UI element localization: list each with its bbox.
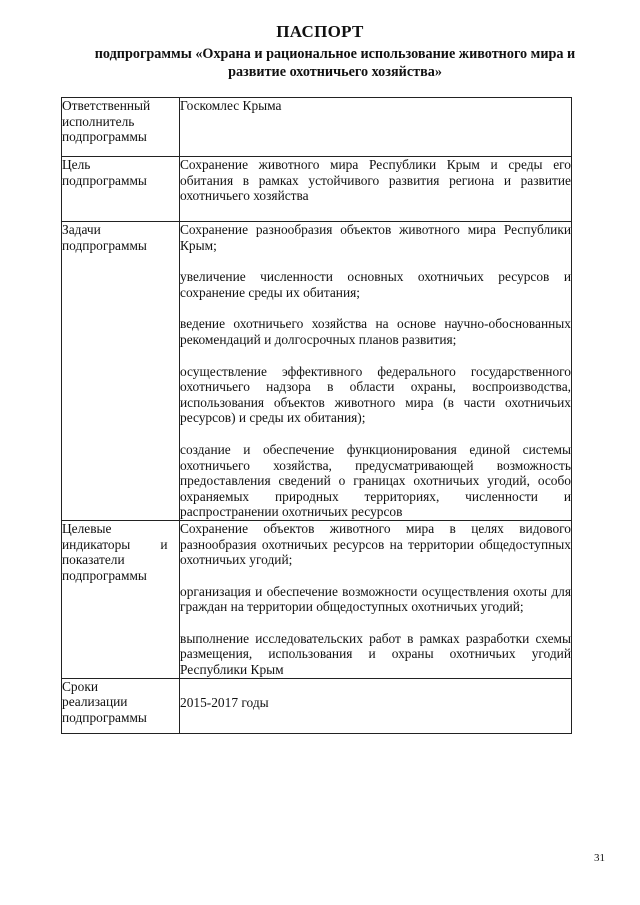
content-paragraph: Сохранение животного мира Республики Крым и среды его обитания в рамках устойчивого развития региона и развитие охотничьего хозяйства: [180, 157, 571, 204]
content-paragraph: 2015-2017 годы: [180, 694, 269, 710]
label-line: подпрограммы: [62, 129, 147, 145]
passport-table: [61, 97, 572, 734]
label-line: реализации: [62, 694, 128, 710]
row-content: [180, 520, 572, 678]
content-paragraph: осуществление эффективного федерального государственного охотничьего надзора в области охраны, воспроизводства, использования объектов животного мира (в части охотничьих ресурсов) и среды их обитания);: [180, 363, 571, 426]
label-line: Целевые: [62, 520, 112, 536]
content-paragraph: ведение охотничьего хозяйства на основе научно-обоснованных рекомендаций и долгосрочных планов развития;: [180, 316, 571, 347]
row-label: [62, 222, 180, 521]
label-line: подпрограммы: [62, 237, 147, 253]
content-paragraph: организация и обеспечение возможности осуществления охоты для граждан на территории общедоступных охотничьих угодий;: [180, 583, 571, 615]
row-content: [180, 98, 572, 157]
table-row-indicators: [62, 520, 572, 678]
table-row-responsible: [62, 98, 572, 157]
content-paragraph: Сохранение разнообразия объектов животного мира Республики Крым;: [180, 222, 571, 253]
subtitle-line-2: развитие охотничьего хозяйства»: [228, 64, 442, 80]
document-subtitle: [40, 45, 630, 81]
table-row-goal: [62, 157, 572, 222]
row-content: [180, 678, 572, 733]
row-content: [180, 222, 572, 521]
row-content: [180, 157, 572, 222]
row-label: [62, 157, 180, 222]
label-line: подпрограммы: [62, 172, 147, 188]
label-line: Ответственный: [62, 98, 151, 113]
content-paragraph: увеличение численности основных охотничьих ресурсов и сохранение среды их обитания;: [180, 269, 571, 300]
row-label: [62, 520, 180, 678]
row-label: [62, 98, 180, 157]
label-line: Задачи: [62, 222, 101, 237]
label-line: показатели: [62, 552, 125, 568]
subtitle-line-1: подпрограммы «Охрана и рациональное использование животного мира и: [94, 46, 576, 62]
table-row-timeline: [62, 678, 572, 733]
label-line: Сроки: [62, 678, 98, 694]
content-paragraph: создание и обеспечение функционирования единой системы охотничьего хозяйства, предусматривающей возможность предоставления сведений о границах охотничьих угодий, особо охраняемых природных территориях, численности и распространении охотничьих ресурсов: [180, 441, 571, 520]
table-row-tasks: [62, 222, 572, 521]
row-label: [62, 678, 180, 733]
label-line: подпрограммы: [62, 567, 147, 583]
label-line: Цель: [62, 157, 91, 172]
label-line: индикаторы и: [62, 536, 168, 552]
page-title: ПАСПОРТ: [276, 22, 364, 41]
label-line: исполнитель: [62, 113, 135, 129]
label-line: подпрограммы: [62, 709, 147, 725]
content-paragraph: Сохранение объектов животного мира в целях видового разнообразия охотничьих ресурсов на территории общедоступных охотничьих угодий;: [180, 520, 571, 568]
content-paragraph: выполнение исследовательских работ в рамках разработки схемы размещения, использования и охраны охотничьих угодий Республики Крым: [180, 630, 571, 678]
content-paragraph: Госкомлес Крыма: [180, 98, 282, 113]
page-number: 31: [594, 852, 605, 864]
